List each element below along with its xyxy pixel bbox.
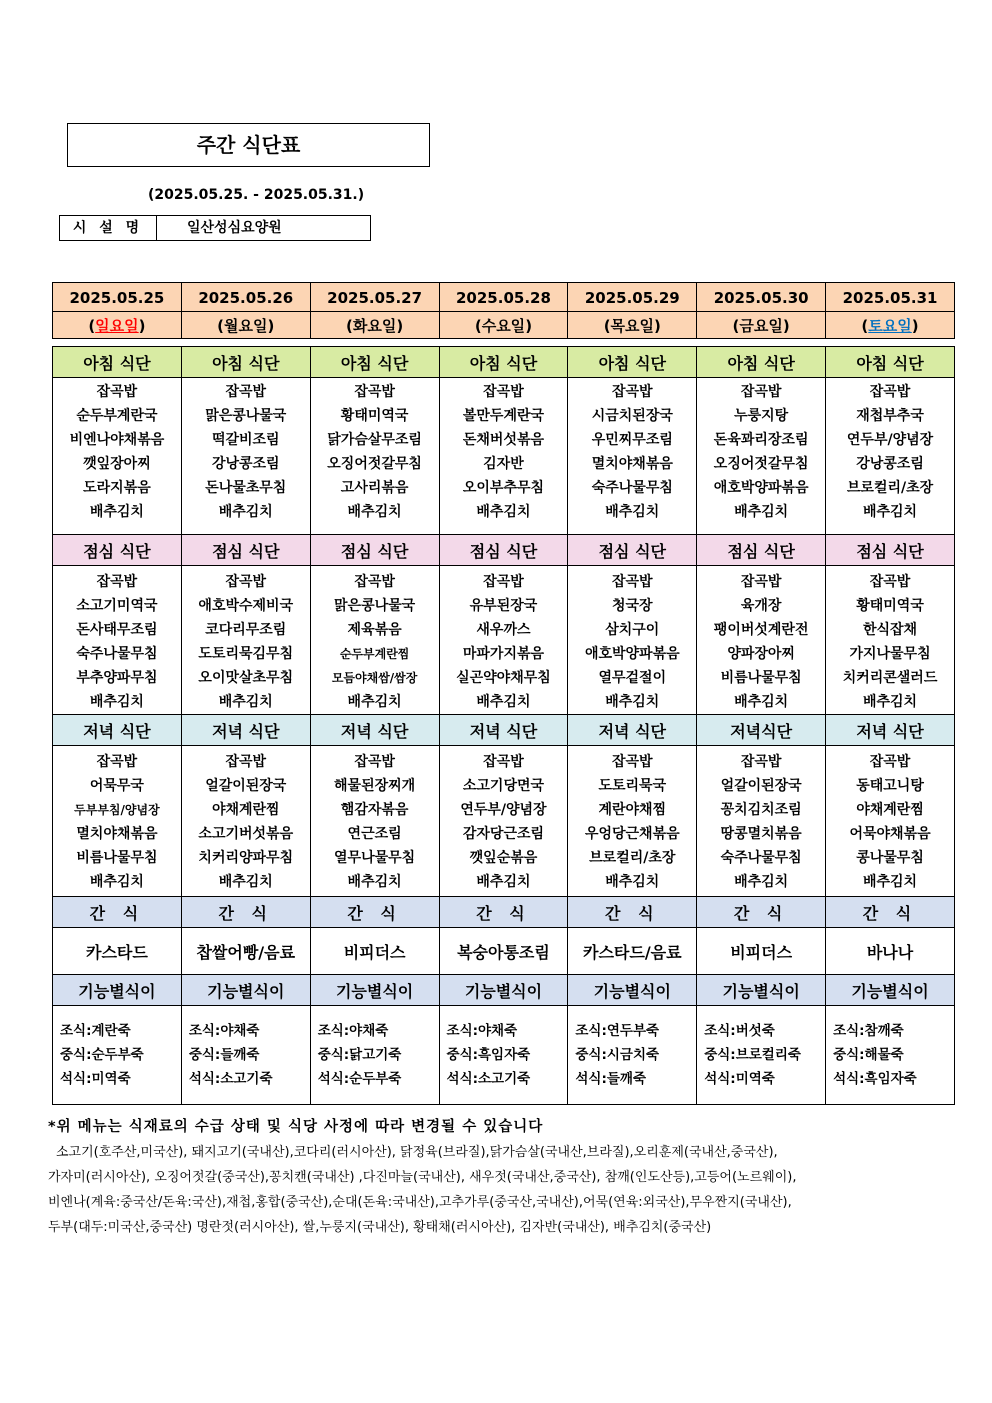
menu-item: 돈육꽈리장조림: [713, 432, 809, 448]
breakfast-header: 아침 식단: [310, 347, 439, 378]
menu-item: 배추김치: [734, 874, 789, 890]
menu-item: 브로컬리/초장: [846, 480, 934, 496]
menu-item: 잡곡밥: [740, 384, 782, 400]
menu-item: 비엔나야채볶음: [69, 432, 165, 448]
menu-item: 야채계란찜: [211, 802, 280, 818]
functional-diet-header: 기능별식이: [568, 975, 697, 1006]
menu-item: 잡곡밥: [612, 384, 653, 400]
menu-item: 실곤약야채무침: [456, 670, 551, 686]
lunch-header: 점심 식단: [439, 535, 568, 566]
menu-item: 우민찌무조림: [591, 432, 673, 448]
menu-item: 어묵야채볶음: [849, 826, 931, 842]
menu-item: 떡갈비조림: [211, 432, 280, 448]
weekday-label: 토요일: [868, 316, 912, 335]
menu-item: 황태미역국: [340, 408, 409, 424]
snack-cell: 바나나: [826, 928, 955, 975]
lunch-menu-cell: [53, 566, 182, 715]
snack-header: 간 식: [826, 897, 955, 928]
menu-item: 순두부계란찜: [339, 647, 410, 661]
menu-item: 깻잎순볶음: [469, 850, 538, 866]
menu-item: 볼만두계란국: [462, 408, 545, 424]
breakfast-header: 아침 식단: [181, 347, 310, 378]
porridge-item: 중식:시금치죽: [575, 1047, 660, 1063]
snack-cell: 비피더스: [697, 928, 826, 975]
menu-item: 잡곡밥: [225, 574, 267, 590]
menu-item: 해물된장찌개: [334, 778, 416, 794]
menu-item: 잡곡밥: [354, 384, 395, 400]
menu-item: 코다리무조림: [205, 622, 287, 638]
menu-item: 숙주나물무침: [591, 480, 673, 496]
dinner-header: 저녁 식단: [181, 715, 310, 746]
porridge-item: 중식:해물죽: [833, 1047, 904, 1063]
porridge-item: 조식:야채죽: [317, 1023, 389, 1039]
lunch-menu-cell: [826, 566, 955, 715]
menu-item: 야채계란찜: [856, 802, 924, 818]
origin-notes: [48, 1115, 948, 1240]
menu-item: 배추김치: [89, 694, 144, 710]
porridge-item: 석식:흑임자죽: [833, 1071, 917, 1087]
dinner-menu-cell: [310, 746, 439, 897]
porridge-item: 석식:소고기죽: [188, 1071, 273, 1087]
menu-item: 잡곡밥: [869, 754, 911, 770]
menu-item: 치커리콘샐러드: [842, 670, 938, 686]
menu-item: 깻잎장아찌: [83, 456, 151, 472]
menu-item: 청국장: [612, 598, 653, 614]
menu-item: 브로컬리/초장: [589, 850, 676, 866]
snack-header: 간 식: [181, 897, 310, 928]
menu-item: 연두부/양념장: [846, 432, 934, 448]
menu-item: 잡곡밥: [354, 574, 395, 590]
menu-item: 배추김치: [347, 504, 402, 520]
lunch-menu-cell: [568, 566, 697, 715]
snack-header: 간 식: [53, 897, 182, 928]
menu-item: 도토리묵김무침: [198, 646, 294, 662]
menu-item: 잡곡밥: [483, 574, 524, 590]
snack-cell: 비피더스: [310, 928, 439, 975]
menu-item: 배추김치: [862, 874, 918, 890]
functional-diet-cell: [181, 1006, 310, 1105]
dinner-header: 저녁 식단: [826, 715, 955, 746]
date-cell: 2025.05.25: [53, 283, 182, 312]
functional-diet-cell: [826, 1006, 955, 1105]
menu-item: 오이부추무침: [462, 480, 545, 496]
menu-item: 열무나물무침: [334, 850, 416, 866]
lunch-menu-cell: [439, 566, 568, 715]
dinner-menu-cell: [697, 746, 826, 897]
breakfast-menu-cell: [697, 378, 826, 535]
functional-diet-header: 기능별식이: [181, 975, 310, 1006]
menu-item: 배추김치: [862, 504, 918, 520]
dinner-header: 저녁 식단: [310, 715, 439, 746]
date-cell: 2025.05.27: [310, 283, 439, 312]
menu-item: 제육볶음: [347, 622, 402, 638]
date-cell: 2025.05.30: [697, 283, 826, 312]
functional-diet-cell: [697, 1006, 826, 1105]
weekday-label: 화요일: [352, 316, 397, 335]
menu-item: 돈나물초무침: [205, 480, 287, 496]
porridge-item: 조식:계란죽: [60, 1023, 131, 1039]
breakfast-header: 아침 식단: [53, 347, 182, 378]
lunch-header: 점심 식단: [568, 535, 697, 566]
menu-item: 도토리묵국: [598, 778, 667, 794]
menu-item: 양파장아찌: [727, 646, 795, 662]
functional-diet-cell: [310, 1006, 439, 1105]
menu-item: 배추김치: [347, 694, 402, 710]
menu-item: 배추김치: [218, 504, 273, 520]
porridge-item: 조식:야채죽: [188, 1023, 260, 1039]
dinner-menu-cell: [568, 746, 697, 897]
breakfast-header: 아침 식단: [826, 347, 955, 378]
lunch-header: 점심 식단: [310, 535, 439, 566]
menu-item: 소고기미역국: [76, 598, 158, 614]
weekday-cell: (일요일): [53, 312, 182, 339]
weekday-label: 금요일: [739, 316, 783, 335]
menu-item: 잡곡밥: [96, 574, 138, 590]
weekday-cell: (수요일): [439, 312, 568, 339]
breakfast-header: 아침 식단: [568, 347, 697, 378]
menu-item: 콩나물무침: [856, 850, 924, 866]
menu-item: 배추김치: [476, 694, 531, 710]
menu-item: 열무겉절이: [598, 670, 667, 686]
weekday-label: 수요일: [481, 316, 526, 335]
menu-item: 잡곡밥: [96, 754, 138, 770]
snack-header: 간 식: [568, 897, 697, 928]
menu-item: 배추김치: [734, 504, 789, 520]
origin-line: 비엔나(계육:중국산/돈육:국산),재첩,홍합(중국산),순대(돈육:국내산),고추가루(중국산,국내산),어묵(연육:외국산),무우짠지(국내산),: [48, 1195, 792, 1210]
breakfast-menu-cell: [826, 378, 955, 535]
date-cell: 2025.05.29: [568, 283, 697, 312]
menu-item: 잡곡밥: [354, 754, 395, 770]
menu-item: 멸치야채볶음: [76, 826, 158, 842]
lunch-header: 점심 식단: [181, 535, 310, 566]
menu-item: 누룽지탕: [734, 408, 789, 424]
menu-item: 배추김치: [89, 874, 144, 890]
facility-box: [59, 215, 371, 241]
menu-item: 소고기당면국: [462, 778, 545, 794]
menu-item: 삼치구이: [605, 622, 660, 638]
weekday-cell: (월요일): [181, 312, 310, 339]
menu-item: 강낭콩조림: [856, 456, 924, 472]
weekday-cell: (금요일): [697, 312, 826, 339]
menu-item: 김자반: [483, 456, 524, 472]
menu-item: 맑은콩나물국: [334, 598, 416, 614]
menu-item: 잡곡밥: [483, 384, 524, 400]
menu-item: 부추양파무침: [76, 670, 158, 686]
snack-cell: 복숭아통조림: [439, 928, 568, 975]
menu-item: 재첩부추국: [856, 408, 924, 424]
dinner-header: 저녁식단: [697, 715, 826, 746]
menu-item: 감자당근조림: [462, 826, 545, 842]
weekday-cell: (목요일): [568, 312, 697, 339]
date-cell: 2025.05.31: [826, 283, 955, 312]
menu-item: 배추김치: [347, 874, 402, 890]
menu-item: 두부부침/양념장: [74, 803, 160, 817]
dinner-header: 저녁 식단: [439, 715, 568, 746]
porridge-item: 중식:들깨죽: [188, 1047, 260, 1063]
snack-cell: 카스타드: [53, 928, 182, 975]
weekday-label: 월요일: [224, 316, 268, 335]
porridge-item: 중식:흑임자죽: [446, 1047, 531, 1063]
menu-item: 우엉당근채볶음: [584, 826, 680, 842]
menu-item: 돈사태무조림: [76, 622, 158, 638]
lunch-header: 점심 식단: [826, 535, 955, 566]
menu-item: 오징어젓갈무침: [327, 456, 422, 472]
menu-item: 어묵무국: [89, 778, 144, 794]
porridge-item: 중식:닭고기죽: [317, 1047, 402, 1063]
menu-item: 마파가지볶음: [462, 646, 545, 662]
porridge-item: 조식:야채죽: [446, 1023, 518, 1039]
lunch-menu-cell: [310, 566, 439, 715]
menu-item: 오이맛살초무침: [198, 670, 294, 686]
menu-item: 잡곡밥: [740, 574, 782, 590]
menu-item: 연근조림: [347, 826, 402, 842]
porridge-item: 석식:미역죽: [60, 1071, 131, 1087]
menu-item: 꽁치김치조림: [720, 802, 802, 818]
menu-item: 잡곡밥: [96, 384, 138, 400]
snack-header: 간 식: [439, 897, 568, 928]
origin-line: 두부(대두:미국산,중국산) 명란젓(러시아산), 쌀,누룽지(국내산), 황태채(러시아산), 김자반(국내산), 배추김치(중국산): [48, 1220, 712, 1235]
menu-item: 배추김치: [605, 694, 660, 710]
menu-item: 잡곡밥: [483, 754, 524, 770]
menu-item: 애호박수제비국: [198, 598, 294, 614]
porridge-item: 석식:소고기죽: [446, 1071, 531, 1087]
menu-item: 오징어젓갈무침: [713, 456, 809, 472]
weekday-label: 목요일: [610, 316, 655, 335]
functional-diet-header: 기능별식이: [310, 975, 439, 1006]
menu-item: 유부된장국: [469, 598, 538, 614]
menu-item: 닭가슴살무조림: [327, 432, 422, 448]
menu-item: 잡곡밥: [225, 384, 267, 400]
menu-item: 애호박양파볶음: [584, 646, 680, 662]
menu-item: 육개장: [740, 598, 782, 614]
porridge-item: 조식:버섯죽: [704, 1023, 775, 1039]
menu-item: 잡곡밥: [612, 754, 653, 770]
date-header-table: [52, 282, 955, 339]
menu-item: 숙주나물무침: [720, 850, 802, 866]
porridge-item: 조식:참깨죽: [833, 1023, 904, 1039]
menu-item: 애호박양파볶음: [713, 480, 809, 496]
breakfast-header: 아침 식단: [697, 347, 826, 378]
porridge-item: 석식:미역죽: [704, 1071, 775, 1087]
breakfast-menu-cell: [439, 378, 568, 535]
dinner-menu-cell: [826, 746, 955, 897]
menu-item: 얼갈이된장국: [720, 778, 802, 794]
menu-item: 치커리양파무침: [198, 850, 294, 866]
lunch-header: 점심 식단: [53, 535, 182, 566]
menu-item: 땅콩멸치볶음: [720, 826, 802, 842]
menu-change-notice: *위 메뉴는 식재료의 수급 상태 및 식당 사정에 따라 변경될 수 있습니다: [48, 1119, 544, 1135]
menu-item: 한식잡채: [862, 622, 918, 638]
menu-item: 비름나물무침: [720, 670, 802, 686]
menu-item: 배추김치: [218, 874, 273, 890]
menu-item: 비름나물무침: [76, 850, 158, 866]
breakfast-header: 아침 식단: [439, 347, 568, 378]
menu-item: 동태고니탕: [856, 778, 924, 794]
origin-line: 가자미(러시아산), 오징어젓갈(중국산),꽁치캔(국내산) ,다진마늘(국내산), 새우젓(국내산,중국산), 참깨(인도산등),고등어(노르웨이),: [48, 1170, 797, 1185]
porridge-item: 석식:순두부죽: [317, 1071, 402, 1087]
dinner-menu-cell: [181, 746, 310, 897]
lunch-header: 점심 식단: [697, 535, 826, 566]
porridge-item: 석식:들깨죽: [575, 1071, 646, 1087]
menu-item: 순두부계란국: [76, 408, 158, 424]
menu-item: 배추김치: [476, 874, 531, 890]
menu-item: 멸치야채볶음: [591, 456, 673, 472]
date-cell: 2025.05.26: [181, 283, 310, 312]
menu-item: 잡곡밥: [740, 754, 782, 770]
snack-header: 간 식: [697, 897, 826, 928]
functional-diet-header: 기능별식이: [826, 975, 955, 1006]
menu-item: 연두부/양념장: [460, 802, 547, 818]
menu-item: 도라지볶음: [83, 480, 151, 496]
breakfast-menu-cell: [310, 378, 439, 535]
porridge-item: 조식:연두부죽: [575, 1023, 660, 1039]
dinner-menu-cell: [53, 746, 182, 897]
weekday-cell: (화요일): [310, 312, 439, 339]
functional-diet-cell: [53, 1006, 182, 1105]
menu-item: 맑은콩나물국: [205, 408, 287, 424]
menu-item: 배추김치: [605, 504, 660, 520]
lunch-menu-cell: [181, 566, 310, 715]
functional-diet-cell: [568, 1006, 697, 1105]
weekday-label: 일요일: [95, 316, 139, 335]
menu-item: 황태미역국: [856, 598, 924, 614]
menu-period: (2025.05.25. - 2025.05.31.): [148, 187, 365, 203]
menu-item: 잡곡밥: [869, 384, 911, 400]
breakfast-menu-cell: [53, 378, 182, 535]
page-title: 주간 식단표: [67, 123, 430, 167]
date-cell: 2025.05.28: [439, 283, 568, 312]
menu-item: 배추김치: [862, 694, 918, 710]
snack-cell: 카스타드/음료: [568, 928, 697, 975]
lunch-menu-cell: [697, 566, 826, 715]
menu-item: 강낭콩조림: [211, 456, 280, 472]
facility-label: 시 설 명: [60, 216, 157, 240]
menu-item: 고사리볶음: [340, 480, 409, 496]
origin-line: 소고기(호주산,미국산), 돼지고기(국내산),코다리(러시아산), 닭정육(브라질),닭가슴살(국내산,브라질),오리훈제(국내산,중국산),: [56, 1145, 778, 1160]
functional-diet-header: 기능별식이: [439, 975, 568, 1006]
menu-item: 배추김치: [218, 694, 273, 710]
menu-item: 배추김치: [734, 694, 789, 710]
porridge-item: 중식:브로컬리죽: [704, 1047, 801, 1063]
dinner-menu-cell: [439, 746, 568, 897]
breakfast-menu-cell: [568, 378, 697, 535]
functional-diet-cell: [439, 1006, 568, 1105]
functional-diet-header: 기능별식이: [53, 975, 182, 1006]
menu-item: 얼갈이된장국: [205, 778, 287, 794]
breakfast-menu-cell: [181, 378, 310, 535]
menu-item: 시금치된장국: [591, 408, 673, 424]
menu-item: 배추김치: [89, 504, 144, 520]
dinner-header: 저녁 식단: [568, 715, 697, 746]
menu-item: 소고기버섯볶음: [198, 826, 294, 842]
dinner-header: 저녁 식단: [53, 715, 182, 746]
menu-item: 잡곡밥: [225, 754, 267, 770]
menu-item: 가지나물무침: [849, 646, 931, 662]
weekday-cell: (토요일): [826, 312, 955, 339]
menu-item: 잡곡밥: [869, 574, 911, 590]
menu-item: 새우까스: [476, 622, 531, 638]
menu-item: 배추김치: [476, 504, 531, 520]
menu-item: 계란야채찜: [598, 802, 667, 818]
porridge-item: 중식:순두부죽: [60, 1047, 144, 1063]
menu-item: 모듬야채쌈/쌈장: [331, 671, 418, 685]
menu-item: 잡곡밥: [612, 574, 653, 590]
menu-item: 배추김치: [605, 874, 660, 890]
menu-item: 숙주나물무침: [76, 646, 158, 662]
snack-header: 간 식: [310, 897, 439, 928]
functional-diet-header: 기능별식이: [697, 975, 826, 1006]
snack-cell: 찹쌀어빵/음료: [181, 928, 310, 975]
menu-item: 돈채버섯볶음: [462, 432, 545, 448]
menu-item: 팽이버섯계란전: [713, 622, 809, 638]
facility-name: 일산성심요양원: [187, 220, 282, 236]
menu-item: 햄감자볶음: [340, 802, 409, 818]
weekly-menu-table: [52, 346, 955, 1105]
